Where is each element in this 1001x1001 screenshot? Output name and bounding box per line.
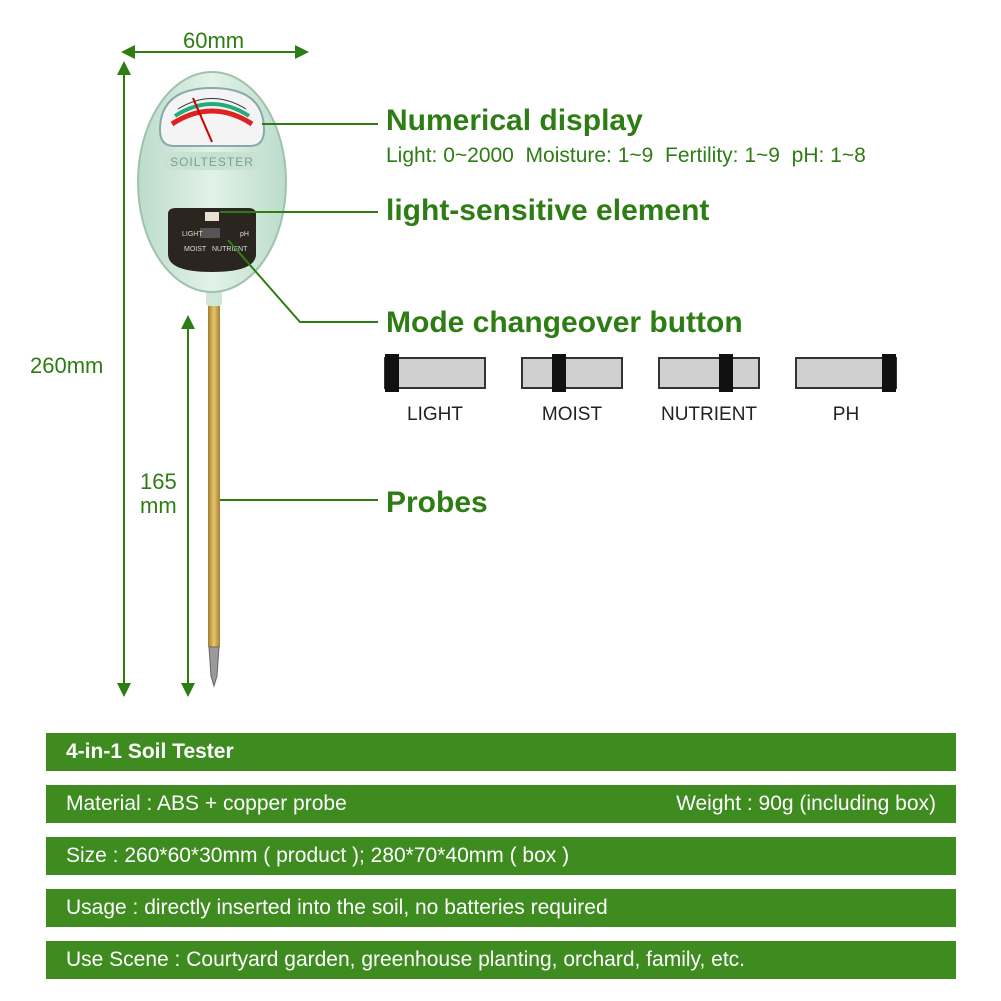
spec-usage-bar	[46, 889, 956, 927]
sensor-callout-title: light-sensitive element	[386, 194, 710, 227]
mode-diagram-light	[385, 354, 485, 392]
mode-diagram-nutrient	[659, 354, 759, 392]
svg-text:LIGHT: LIGHT	[182, 231, 203, 238]
probes-callout-title: Probes	[386, 486, 488, 519]
mode-diagram-moist	[522, 354, 622, 392]
spec-scene-bar	[46, 941, 956, 979]
svg-text:NUTRIENT: NUTRIENT	[212, 246, 248, 253]
spec-scene: Use Scene : Courtyard garden, greenhouse planting, orchard, family, etc.	[66, 948, 745, 971]
spec-material-bar	[46, 785, 956, 823]
mode-diagram-ph	[796, 354, 896, 392]
display-callout-title: Numerical display	[386, 104, 643, 137]
mode-switch	[200, 228, 220, 238]
svg-text:pH: pH	[240, 231, 249, 238]
mode-label-light: LIGHT	[407, 404, 463, 425]
probe-tip	[209, 647, 219, 686]
probe-rod	[208, 302, 220, 647]
mode-label-nutrient: NUTRIENT	[660, 404, 758, 425]
spec-weight: Weight : 90g (including box)	[676, 792, 936, 815]
spec-title: 4-in-1 Soil Tester	[66, 740, 234, 763]
brand-text: SOILTESTER	[170, 155, 254, 169]
height-label: 260mm	[30, 353, 104, 378]
spec-material: Material : ABS + copper probe	[66, 792, 347, 815]
meter-window	[160, 88, 264, 146]
spec-size: Size : 260*60*30mm ( product ); 280*70*40mm ( box )	[66, 844, 570, 867]
mode-label-moist: MOIST	[541, 404, 603, 425]
probe-length-label: 165 mm	[140, 469, 177, 518]
spec-usage: Usage : directly inserted into the soil, no batteries required	[66, 896, 608, 919]
spec-size-bar	[46, 837, 956, 875]
display-ranges: Light: 0~2000 Moisture: 1~9 Fertility: 1~9 pH: 1~8	[386, 144, 866, 167]
button-callout-title: Mode changeover button	[386, 306, 743, 339]
mode-label-ph: PH	[832, 404, 860, 425]
light-sensor	[205, 212, 219, 221]
spec-title-bar	[46, 733, 956, 771]
width-label: 60mm	[183, 28, 245, 53]
svg-text:MOIST: MOIST	[184, 246, 207, 253]
